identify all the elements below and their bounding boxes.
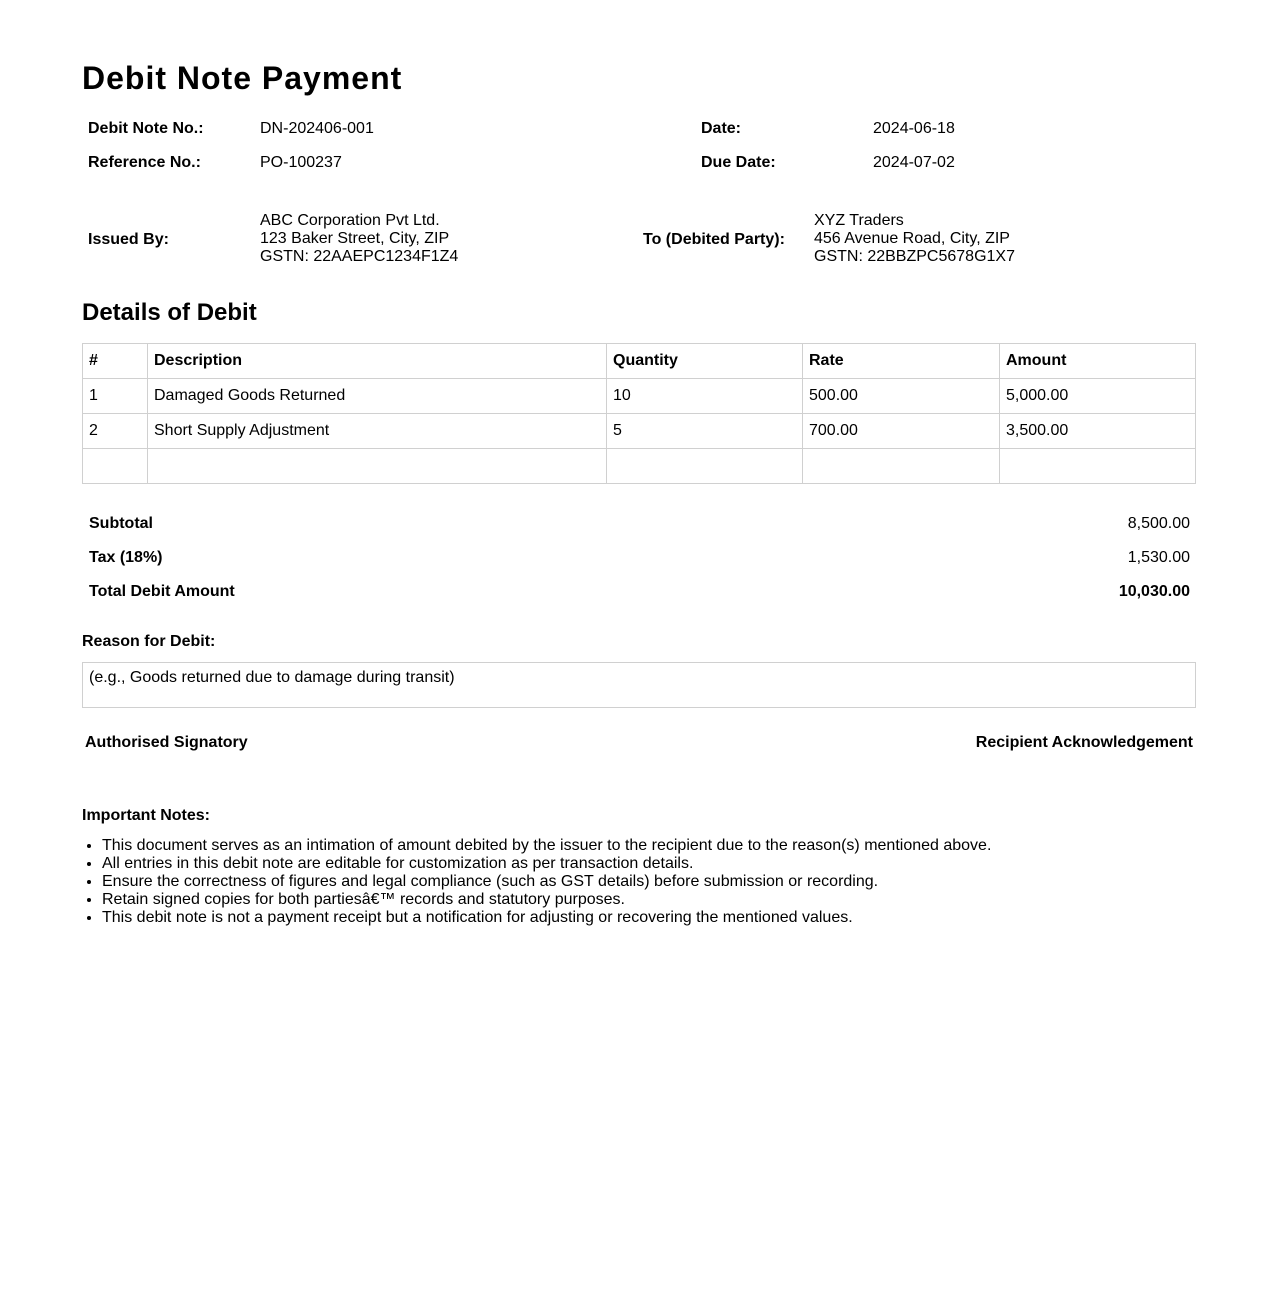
reference-no-label: Reference No.: [88,154,201,171]
col-header-number: # [83,344,148,379]
subtotal-value: 8,500.00 [1127,515,1190,532]
cell-amount [1000,449,1196,484]
table-row [83,414,1196,449]
cell-description: Damaged Goods Returned [148,379,607,414]
list-item: • Retain signed copies for both partiesâ€™ records and statutory purposes. [102,891,991,909]
total-row [82,575,1196,609]
cell-amount: 5,000.00 [1000,379,1196,414]
recipient-street: 456 Avenue Road, City, ZIP [814,230,1010,247]
notes-title: Important Notes: [82,807,210,824]
issuer-name: ABC Corporation Pvt Ltd. [260,212,440,229]
table-row-empty [83,449,1196,484]
col-header-rate: Rate [803,344,1000,379]
recipient-name: XYZ Traders [814,212,904,229]
tax-value: 1,530.00 [1127,549,1190,566]
total-label: Total Debit Amount [89,583,235,600]
reason-field[interactable]: (e.g., Goods returned due to damage during transit) [82,662,1196,708]
page-title: Debit Note Payment [82,60,403,96]
cell-rate: 500.00 [803,379,1000,414]
cell-description: Short Supply Adjustment [148,414,607,449]
cell-amount: 3,500.00 [1000,414,1196,449]
cell-rate [803,449,1000,484]
cell-quantity: 10 [607,379,803,414]
debited-party-label: To (Debited Party): [643,231,785,248]
authorised-signatory-label: Authorised Signatory [85,734,248,751]
cell-description [148,449,607,484]
meta-row [82,146,1196,180]
cell-quantity [607,449,803,484]
recipient-address [814,212,1015,266]
items-header-row [83,344,1196,379]
notes-list [82,837,991,927]
list-item: • This document serves as an intimation of amount debited by the issuer to the recipient due to the reason(s) mentioned above. [102,837,991,855]
items-table [82,343,1196,484]
list-item: • This debit note is not a payment receipt but a notification for adjusting or recovering the mentioned values. [102,909,991,927]
party-block [82,212,1196,268]
subtotal-label: Subtotal [89,515,153,532]
cell-number: 2 [83,414,148,449]
cell-quantity: 5 [607,414,803,449]
debit-note-no-value: DN-202406-001 [260,120,374,137]
tax-row [82,541,1196,575]
col-header-description: Description [148,344,607,379]
due-date-label: Due Date: [701,154,776,171]
cell-number [83,449,148,484]
reference-no-value: PO-100237 [260,154,342,171]
list-item: • Ensure the correctness of figures and legal compliance (such as GST details) before submission or recording. [102,873,991,891]
list-item: • All entries in this debit note are editable for customization as per transaction details. [102,855,991,873]
cell-number: 1 [83,379,148,414]
issuer-address [260,212,458,266]
table-row [83,379,1196,414]
due-date-value: 2024-07-02 [873,154,955,171]
tax-label: Tax (18%) [89,549,163,566]
issued-by-label: Issued By: [88,231,169,248]
details-heading: Details of Debit [82,299,257,326]
cell-rate: 700.00 [803,414,1000,449]
total-value: 10,030.00 [1118,583,1190,600]
issuer-gstn: GSTN: 22AAEPC1234F1Z4 [260,248,459,265]
reason-label: Reason for Debit: [82,633,216,650]
date-label: Date: [701,120,742,137]
date-value: 2024-06-18 [873,120,955,137]
debit-note-no-label: Debit Note No.: [88,120,204,137]
issuer-street: 123 Baker Street, City, ZIP [260,230,450,247]
totals-table [82,507,1196,609]
meta-row [82,112,1196,146]
recipient-gstn: GSTN: 22BBZPC5678G1X7 [814,248,1015,265]
recipient-acknowledgement-label: Recipient Acknowledgement [975,734,1193,751]
col-header-amount: Amount [1000,344,1196,379]
col-header-quantity: Quantity [607,344,803,379]
subtotal-row [82,507,1196,541]
meta-table [82,112,1196,180]
